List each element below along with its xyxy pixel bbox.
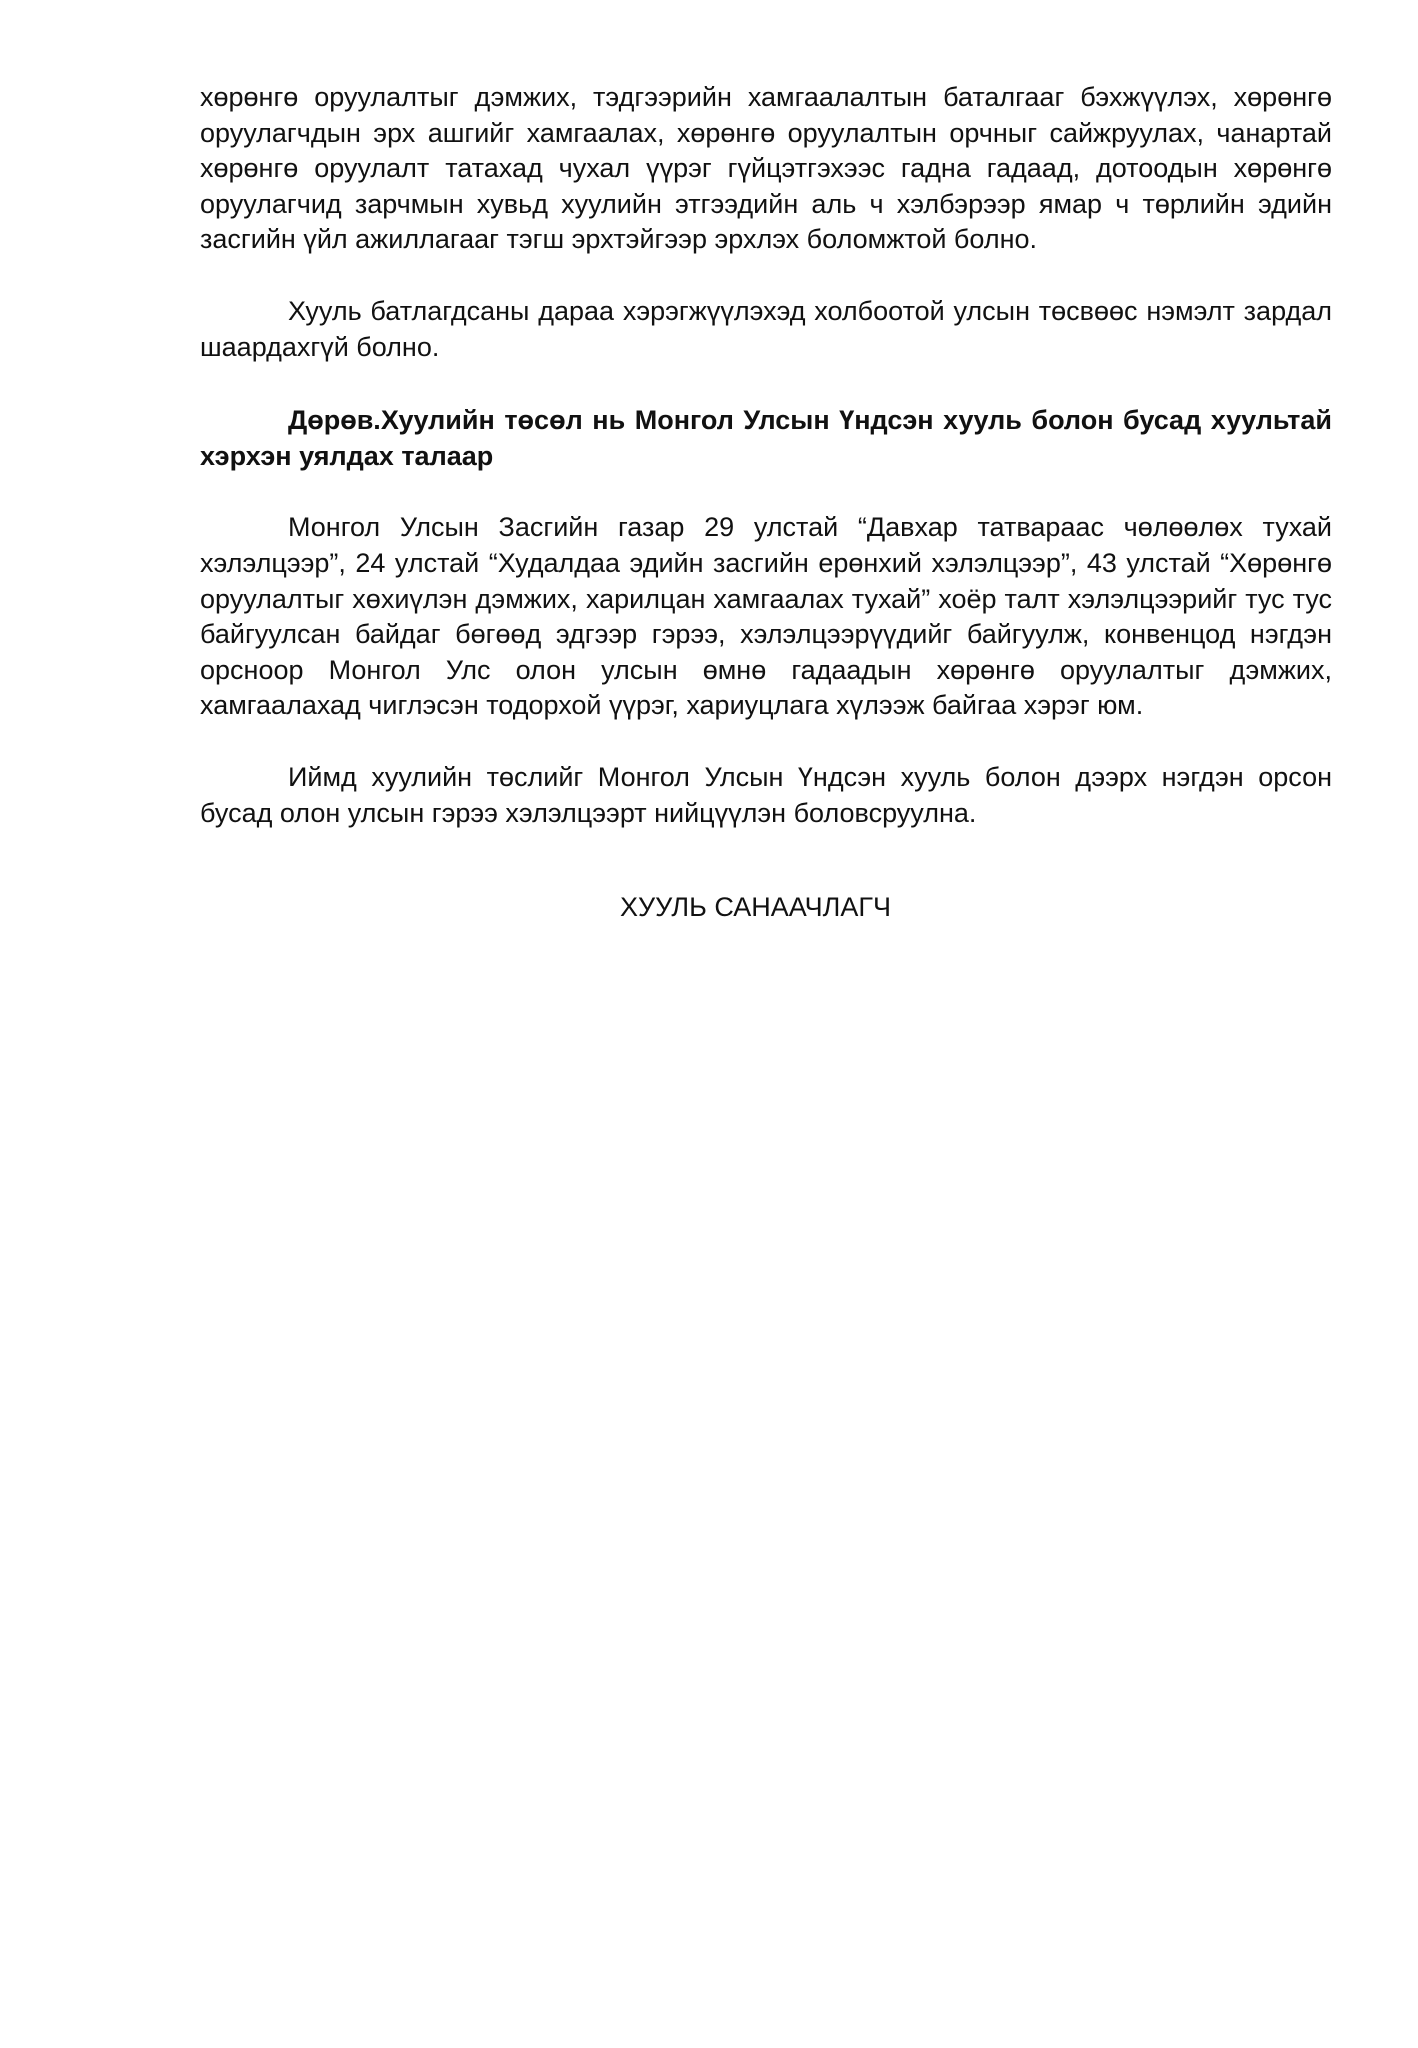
section-heading-four: Дөрөв.Хуулийн төсөл нь Монгол Улсын Үндсэн хууль болон бусад хуультай хэрхэн уялдах талаар — [200, 405, 1332, 471]
paragraph-budget-impact: Хууль батлагдсаны дараа хэрэгжүүлэхэд холбоотой улсын төсвөөс нэмэлт зардал шаардахгүй болно. — [200, 295, 1332, 362]
paragraph-conformity: Иймд хуулийн төслийг Монгол Улсын Үндсэн хууль болон дээрх нэгдэн орсон бусад олон улсын гэрээ хэлэлцээрт нийцүүлэн боловсруулна. — [200, 761, 1332, 828]
paragraph-international-agreements: Монгол Улсын Засгийн газар 29 улстай “Давхар татвараас чөлөөлөх тухай хэлэлцээр”, 24 улстай “Худалдаа эдийн засгийн ерөнхий хэлэлцээр”, 43 улстай “Хөрөнгө оруулалтыг хөхиүлэн дэмжих, харилцан хамгаалах тухай” хоёр талт хэлэлцээрийг тус тус байгуулсан байдаг бөгөөд эдгээр гэрээ, хэлэлцээрүүдийг байгуулж, конвенцод нэгдэн орсноор Монгол Улс олон улсын өмнө гадаадын хөрөнгө оруулалтыг дэмжих, хамгаалахад чиглэсэн тодорхой үүрэг, хариуцлага хүлээж байгаа хэрэг юм. — [200, 512, 1332, 721]
document-page — [200, 80, 1332, 925]
signature-line: ХУУЛЬ САНААЧЛАГЧ — [620, 892, 892, 923]
paragraph-investment-benefits: хөрөнгө оруулалтыг дэмжих, тэдгээрийн хамгаалалтын баталгааг бэхжүүлэх, хөрөнгө оруулагчдын эрх ашгийг хамгаалах, хөрөнгө оруулалтын орчныг сайжруулах, чанартай хөрөнгө оруулалт татахад чухал үүрэг гүйцэтгэхээс гадна гадаад, дотоодын хөрөнгө оруулагчид зарчмын хувьд хуулийн этгээдийн аль ч хэлбэрээр ямар ч төрлийн эдийн засгийн үйл ажиллагааг тэгш эрхтэйгээр эрхлэх боломжтой болно. — [200, 82, 1332, 255]
